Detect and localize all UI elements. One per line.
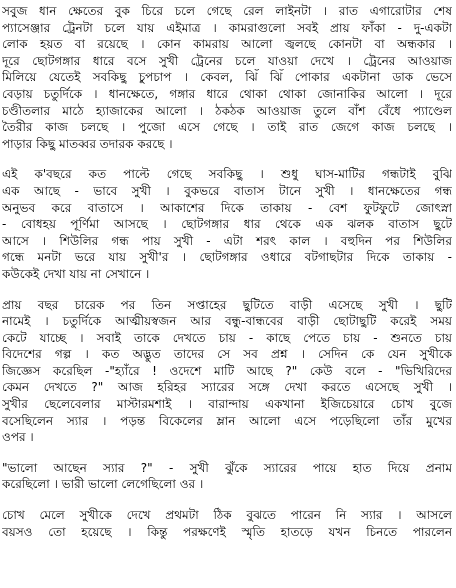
text-line: প্যাসেঞ্জার ট্রেনটা চলে যায় এইমাত্র । কামরাগুলো সবই প্রায় ফাঁকা - দু-একটা [2,20,452,35]
text-line: ওপর । [2,430,34,445]
text-line: চোখ মেলে সুখীকে দেখে প্রথমটা ঠিক বুঝতে পারেন নি স্যার । আসলে [2,508,452,523]
text-line: লোক হয়ত বা রয়েছে । কোন কামরায় আলো জ্বলছে কোনটা বা অন্ধকার । [2,37,452,52]
text-line: বিদেশের গল্প । কত অদ্ভুত তাদের সে সব প্রশ্ন । সেদিন কে যেন সুখীকে [2,347,452,362]
text-line: কেটে যাচ্ছে । সবাই তাকে দেখতে চায় - কাছে পেতে চায় - শুনতে চায় [2,330,452,345]
text-line: বয়সও তো হয়েছে । কিন্তু পরক্ষণেই স্মৃতি হাতড়ে যখন চিনতে পারলেন [2,524,452,539]
text-line: তৈরীর কাজ চলছে । পুজো এসে গেছে । তাই রাত জেগে কাজ চলছে । [2,120,452,135]
text-line: এই ক'বছরে কত পাল্টে গেছে সবকিছু । শুধু ঘাস-মাটির গন্ধটাই বুঝি [2,167,452,182]
text-line: সবুজ ধান ক্ষেতের বুক চিরে চলে গেছে রেল লাইনটা । রাত এগারোটার শেষ [2,4,452,18]
text-line: অনুভব করে বাতাসে । আকাশের দিকে তাকায় - বেশ ফুটফুটে জোৎস্না [2,200,452,215]
text-line: বসেছিলেন স্যার । পড়ন্ত বিকেলের ম্লান আলো এসে পড়েছিলো তাঁর মুখের [2,413,452,428]
text-line: "ভালো আছেন স্যার ?" - সুখী ঝুঁকে স্যারের পায়ে হাত দিয়ে প্রনাম [2,460,452,475]
text-line: নামেই । চতুর্দিকে আত্মীয়স্বজন আর বন্ধু-বান্ধবের বাড়ী ছোটাছুটি করেই সময় [2,314,452,329]
paragraph [2,297,452,446]
paragraph [2,3,452,152]
text-line: জিজ্ঞেস করেছিল -"হ্যাঁরে ! ওদেশে মাটি আছে ?" কেউ বলে - "ভিখিরিদের [2,363,452,378]
text-line: গন্ধে মনটা ভরে যায় সুখী'র । ছোটগঙ্গার ওধারে বটগাছটার দিকে তাকায় - [2,250,452,265]
text-line: আসে । শিউলির গন্ধ পায় সুখী - এটা শরৎ কাল । বহুদিন পর শিউলির [2,233,452,248]
text-line: পাড়ার কিছু মাতব্বর তদারক করছে । [2,136,173,151]
text-line: কউকেই দেখা যায় না সেখানে । [2,266,150,281]
paragraph [2,166,452,282]
paragraph [2,507,452,540]
text-line: মিলিয়ে যেতেই সবকিছু চুপচাপ । কেবল, ঝিঁ ঝিঁ পোকার একটানা ডাক ভেসে [2,70,452,85]
text-line: করেছিলো । ভারী ভালো লেগেছিলো ওর । [2,477,204,492]
text-line: কেমন দেখতে ?" আজ হরিহর স্যারের সঙ্গে দেখা করতে এসেছে সুখী । [2,380,452,395]
text-line: - বোধহয় পূর্ণিমা আসছে । ছোটগঙ্গার ধার থেকে এক ঝলক বাতাস ছুটে [2,217,452,232]
text-line: প্রায় বছর চারেক পর তিন সপ্তাহের ছুটিতে বাড়ী এসেছে সুখী । ছুটি [2,297,452,312]
text-line: বেড়ায় চতুর্দিকে । ধানক্ষেতে, গঙ্গার ধারে থোকা থোকা জোনাকির আলো । দূরে [2,86,452,101]
paragraph [2,460,452,493]
text-line: চণ্ডীতলার মাঠে হ্যাজাকের আলো । ঠকঠক আওয়াজ তুলে বাঁশ বেঁধে প্যাণ্ডেল [2,103,452,118]
text-line: দূরে ছোটগঙ্গার ধারে বসে সুখী ট্রেনের চলে যাওয়া দেখে । ট্রেনের আওয়াজ [2,53,452,68]
story-page [2,3,452,554]
text-line: সুখীর ছেলেবেলার মাস্টারমশাই । বারান্দায় একখানা ইজিচেয়ারে চোখ বুজে [2,397,452,412]
text-line: এক আছে - ভাবে সুখী । বুকভরে বাতাস টানে সুখী । ধানক্ষেতের গন্ধ [2,183,452,198]
